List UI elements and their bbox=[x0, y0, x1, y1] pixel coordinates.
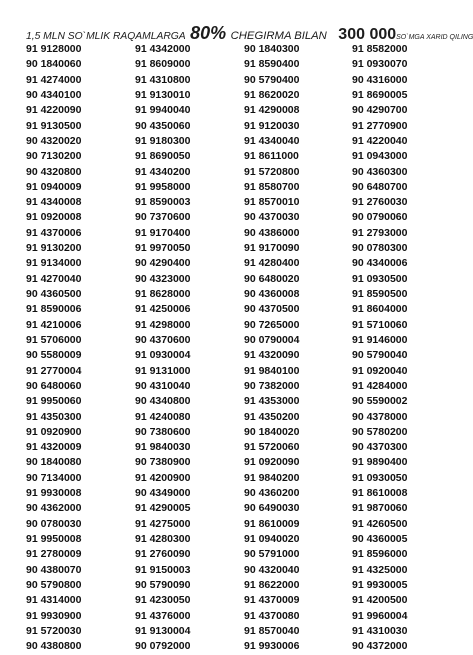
phone-number: 90 0780300 bbox=[352, 242, 408, 255]
phone-number: 91 9130500 bbox=[26, 119, 82, 132]
phone-number: 91 8596000 bbox=[352, 548, 408, 561]
phone-number: 91 8628000 bbox=[135, 288, 191, 300]
phone-number: 91 5706000 bbox=[26, 333, 82, 346]
phone-number: 91 4370006 bbox=[26, 226, 82, 239]
phone-number: 91 4260500 bbox=[352, 517, 408, 530]
phone-number: 91 4320009 bbox=[26, 441, 82, 454]
phone-number: 91 4200500 bbox=[352, 594, 408, 607]
phone-number: 91 9840100 bbox=[244, 364, 300, 377]
phone-number: 90 4340800 bbox=[135, 395, 191, 408]
phone-number: 91 0930004 bbox=[135, 349, 191, 362]
phone-number: 91 8611000 bbox=[244, 150, 299, 163]
phone-number: 91 8590006 bbox=[26, 303, 82, 316]
phone-number: 91 9170090 bbox=[244, 242, 300, 255]
phone-number: 91 0930500 bbox=[352, 272, 408, 285]
number-column-4 bbox=[352, 42, 442, 655]
phone-number: 91 9128000 bbox=[26, 43, 82, 55]
phone-number: 91 9870060 bbox=[352, 502, 408, 515]
phone-number: 90 6480700 bbox=[352, 180, 408, 193]
number-column-2 bbox=[135, 42, 244, 655]
header-middle: CHEGIRMA BILAN bbox=[230, 30, 327, 42]
phone-number: 90 4370030 bbox=[244, 211, 300, 224]
phone-number: 91 4340008 bbox=[26, 196, 82, 209]
phone-number: 91 9960004 bbox=[352, 609, 408, 622]
phone-number: 90 5790040 bbox=[352, 349, 408, 362]
phone-number: 91 2770900 bbox=[352, 119, 408, 132]
number-column-3 bbox=[244, 42, 352, 655]
phone-number: 91 8590500 bbox=[352, 288, 408, 300]
phone-number: 91 8570010 bbox=[244, 196, 300, 209]
phone-number: 91 9890400 bbox=[352, 456, 408, 469]
phone-number: 91 9134000 bbox=[26, 257, 82, 270]
phone-number: 91 4342000 bbox=[135, 43, 191, 55]
phone-number: 91 4290005 bbox=[135, 502, 191, 515]
phone-number: 91 9970050 bbox=[135, 242, 191, 255]
phone-number: 91 8690050 bbox=[135, 150, 191, 163]
phone-number: 91 4280400 bbox=[244, 257, 300, 270]
phone-number: 91 0943000 bbox=[352, 150, 408, 163]
phone-number: 91 9930900 bbox=[26, 609, 82, 622]
phone-number: 91 9130200 bbox=[26, 242, 82, 255]
phone-number: 91 9840030 bbox=[135, 441, 191, 454]
phone-number: 91 4270040 bbox=[26, 272, 82, 285]
phone-number: 90 7382000 bbox=[244, 379, 300, 392]
phone-number: 90 4380800 bbox=[26, 640, 82, 653]
phone-number: 91 9131000 bbox=[135, 364, 191, 377]
phone-number: 91 4314000 bbox=[26, 594, 82, 607]
phone-number: 90 4340006 bbox=[352, 257, 408, 270]
number-column-1 bbox=[26, 42, 135, 655]
phone-number: 90 1840300 bbox=[244, 43, 300, 55]
header-lead: 1,5 MLN SO`MLIK RAQAMLARGA bbox=[26, 31, 186, 42]
phone-number: 91 4353000 bbox=[244, 395, 300, 408]
phone-number: 90 6480060 bbox=[26, 379, 82, 392]
phone-number: 90 4372000 bbox=[352, 640, 408, 653]
phone-number: 90 4350060 bbox=[135, 119, 191, 132]
phone-number: 90 0790060 bbox=[352, 211, 408, 224]
phone-number: 91 9130004 bbox=[135, 624, 191, 637]
promo-header bbox=[26, 22, 473, 44]
phone-number: 91 8622000 bbox=[244, 578, 300, 591]
phone-number: 91 4320090 bbox=[244, 349, 300, 362]
header-percent: 80% bbox=[190, 23, 227, 43]
phone-number: 91 4370080 bbox=[244, 609, 300, 622]
phone-number: 90 5580009 bbox=[26, 349, 82, 362]
phone-number: 91 4280300 bbox=[135, 533, 191, 545]
phone-number: 91 9940040 bbox=[135, 104, 191, 117]
phone-number: 91 0930050 bbox=[352, 471, 408, 484]
phone-number: 91 4370009 bbox=[244, 594, 300, 607]
phone-number: 91 4340040 bbox=[244, 134, 300, 147]
phone-number: 91 9180300 bbox=[135, 134, 191, 147]
phone-number: 90 4340100 bbox=[26, 88, 82, 101]
phone-number: 90 0780030 bbox=[26, 517, 82, 530]
phone-number: 91 0930070 bbox=[352, 58, 408, 71]
phone-number: 90 6480020 bbox=[244, 272, 300, 285]
phone-number: 91 4200900 bbox=[135, 471, 191, 484]
phone-number: 90 4370300 bbox=[352, 441, 408, 454]
phone-number: 90 5790400 bbox=[244, 73, 300, 86]
phone-number: 91 4325000 bbox=[352, 563, 408, 576]
phone-number: 91 5710060 bbox=[352, 318, 408, 331]
phone-number: 91 5720800 bbox=[244, 165, 300, 178]
phone-number: 91 8620020 bbox=[244, 88, 300, 101]
phone-number: 91 4230050 bbox=[135, 594, 191, 607]
phone-number: 91 4298000 bbox=[135, 318, 191, 331]
phone-number: 91 4290008 bbox=[244, 104, 300, 117]
phone-number: 90 5780200 bbox=[352, 425, 408, 438]
phone-number: 90 1840060 bbox=[26, 58, 82, 71]
phone-number: 91 5720030 bbox=[26, 624, 82, 637]
phone-number: 91 4250006 bbox=[135, 303, 191, 316]
phone-number-grid bbox=[26, 42, 446, 655]
phone-number: 90 4380070 bbox=[26, 563, 82, 576]
phone-number: 90 1840020 bbox=[244, 425, 300, 438]
phone-number: 91 0940020 bbox=[244, 533, 300, 545]
phone-number: 91 2760090 bbox=[135, 548, 191, 561]
phone-number: 91 9170400 bbox=[135, 226, 191, 239]
header-amount: 300 000 bbox=[338, 26, 397, 43]
phone-number: 91 0920090 bbox=[244, 456, 300, 469]
phone-number: 90 5791000 bbox=[244, 548, 300, 561]
header-tail: SO`MGA XARID QILING bbox=[396, 34, 473, 41]
phone-number: 90 0790004 bbox=[244, 333, 300, 346]
phone-number: 90 4316000 bbox=[352, 73, 408, 86]
phone-number: 91 4220040 bbox=[352, 134, 408, 147]
phone-number: 90 1840080 bbox=[26, 456, 82, 469]
phone-number: 91 0940009 bbox=[26, 180, 82, 193]
phone-number: 90 4378000 bbox=[352, 410, 408, 423]
phone-number: 91 4284000 bbox=[352, 379, 408, 392]
phone-number: 91 9130010 bbox=[135, 88, 191, 101]
phone-number: 90 4349000 bbox=[135, 487, 191, 500]
phone-number: 91 8609000 bbox=[135, 58, 191, 71]
phone-number: 91 9958000 bbox=[135, 180, 191, 193]
phone-number: 91 9950060 bbox=[26, 395, 82, 408]
phone-number: 91 8690005 bbox=[352, 88, 408, 101]
phone-number: 91 5720060 bbox=[244, 441, 300, 454]
phone-number: 91 9930005 bbox=[352, 578, 408, 591]
phone-number: 91 9930008 bbox=[26, 487, 82, 500]
phone-number: 91 2770004 bbox=[26, 364, 82, 377]
phone-number: 91 8604000 bbox=[352, 303, 408, 316]
phone-number: 90 4362000 bbox=[26, 502, 82, 515]
phone-number: 91 8580700 bbox=[244, 180, 300, 193]
phone-number: 91 4350300 bbox=[26, 410, 82, 423]
phone-number: 90 4360200 bbox=[244, 487, 300, 500]
phone-number: 90 5590002 bbox=[352, 395, 408, 408]
phone-number: 91 8570040 bbox=[244, 624, 300, 637]
phone-number: 91 9120030 bbox=[244, 119, 300, 132]
phone-number: 90 7130200 bbox=[26, 150, 82, 163]
phone-number: 91 8610008 bbox=[352, 487, 408, 500]
phone-number: 91 2760030 bbox=[352, 196, 408, 209]
phone-number: 91 4275000 bbox=[135, 517, 191, 530]
phone-number: 91 4210006 bbox=[26, 318, 82, 331]
phone-number: 90 4320020 bbox=[26, 134, 82, 147]
phone-number: 90 4360008 bbox=[244, 288, 300, 300]
phone-number: 91 4310030 bbox=[352, 624, 408, 637]
phone-number: 90 4290700 bbox=[352, 104, 408, 117]
phone-number: 90 7134000 bbox=[26, 471, 82, 484]
phone-number: 91 9150003 bbox=[135, 563, 191, 576]
phone-number: 91 2793000 bbox=[352, 226, 408, 239]
phone-number: 90 4370600 bbox=[135, 333, 191, 346]
phone-number: 90 5790800 bbox=[26, 578, 82, 591]
phone-number: 90 4386000 bbox=[244, 226, 300, 239]
phone-number: 91 9930006 bbox=[244, 640, 300, 653]
phone-number: 90 6490030 bbox=[244, 502, 300, 515]
phone-number: 91 0920008 bbox=[26, 211, 82, 224]
phone-number: 91 8582000 bbox=[352, 43, 408, 55]
phone-number: 90 4323000 bbox=[135, 272, 191, 285]
phone-number: 90 4320800 bbox=[26, 165, 82, 178]
phone-number: 91 2780009 bbox=[26, 548, 82, 561]
phone-number: 91 9840200 bbox=[244, 471, 300, 484]
phone-number: 90 4310040 bbox=[135, 379, 191, 392]
phone-number: 91 9950008 bbox=[26, 533, 82, 545]
phone-number: 91 4376000 bbox=[135, 609, 191, 622]
phone-number: 90 4360500 bbox=[26, 288, 82, 300]
phone-number: 91 4240080 bbox=[135, 410, 191, 423]
phone-number: 90 7370600 bbox=[135, 211, 191, 224]
phone-number: 91 8590400 bbox=[244, 58, 300, 71]
phone-number: 91 0920900 bbox=[26, 425, 82, 438]
phone-number: 91 4310800 bbox=[135, 73, 191, 86]
phone-number: 90 7380600 bbox=[135, 425, 191, 438]
phone-number: 90 4290400 bbox=[135, 257, 191, 270]
phone-number: 91 0920040 bbox=[352, 364, 408, 377]
phone-number: 90 7380900 bbox=[135, 456, 191, 469]
phone-number: 90 4320040 bbox=[244, 563, 300, 576]
phone-number: 90 0792000 bbox=[135, 640, 191, 653]
phone-number: 91 4220090 bbox=[26, 104, 82, 117]
phone-number: 91 8610009 bbox=[244, 517, 300, 530]
phone-number: 91 9146000 bbox=[352, 333, 408, 346]
phone-number: 91 8590003 bbox=[135, 196, 191, 209]
phone-number: 90 5790090 bbox=[135, 578, 191, 591]
phone-number: 90 7265000 bbox=[244, 318, 300, 331]
phone-number: 91 4350200 bbox=[244, 410, 300, 423]
phone-number: 90 4360005 bbox=[352, 533, 408, 545]
phone-number: 91 4340200 bbox=[135, 165, 191, 178]
phone-number: 90 4370500 bbox=[244, 303, 300, 316]
phone-number: 90 4360300 bbox=[352, 165, 408, 178]
phone-number: 91 4274000 bbox=[26, 73, 82, 86]
